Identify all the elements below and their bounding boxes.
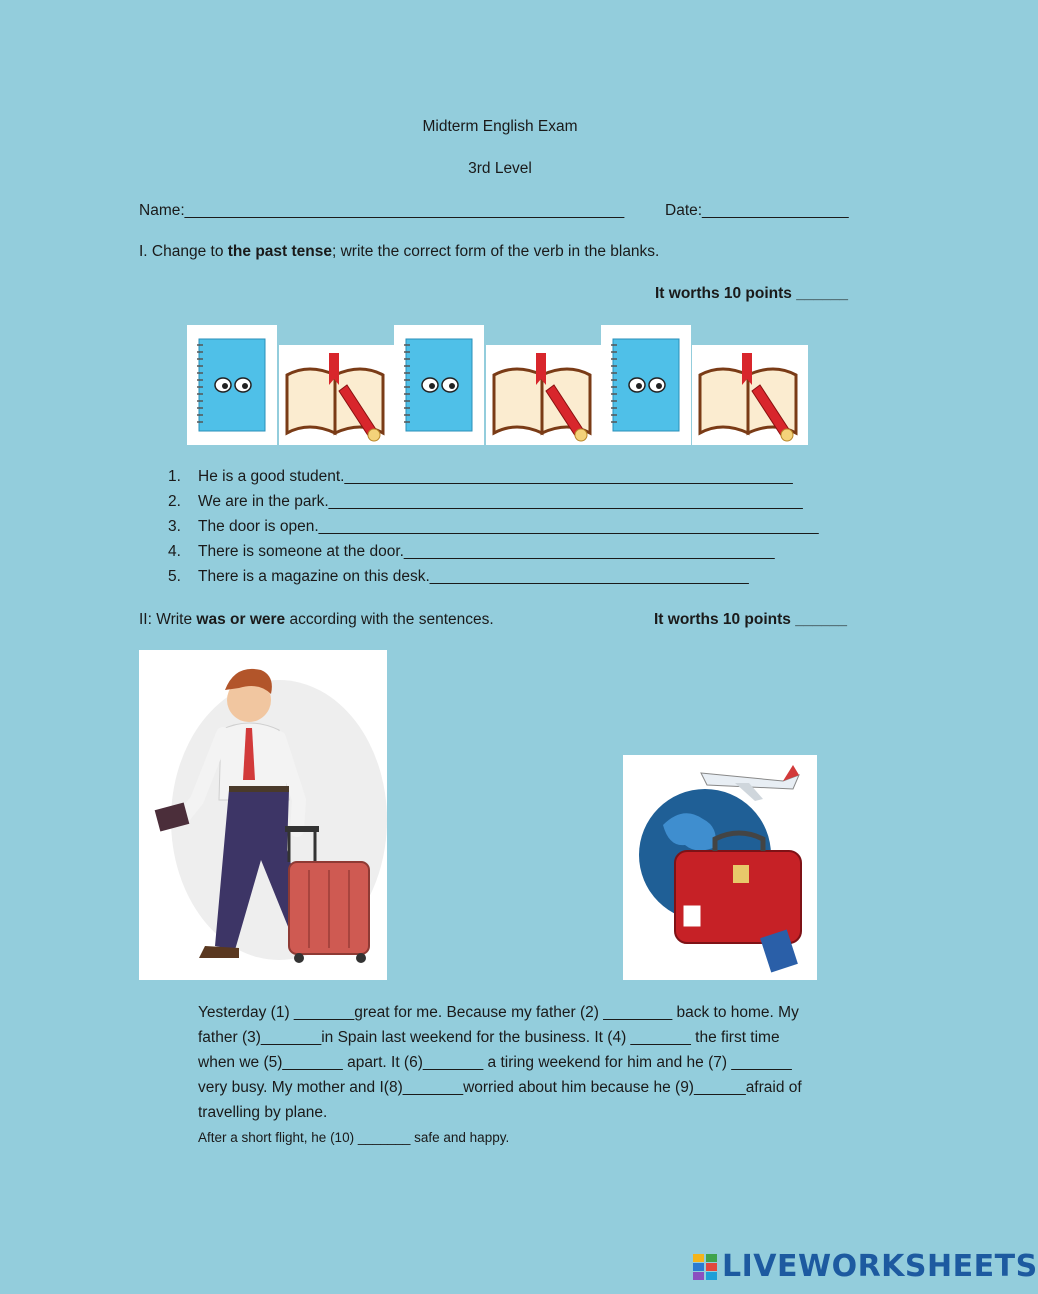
traveler-illustration: [139, 650, 387, 980]
notebook-icon: [601, 325, 691, 445]
date-field[interactable]: Date:_________________: [665, 202, 849, 219]
section1-instruction: I. Change to the past tense; write the correct form of the verb in the blanks.: [139, 243, 660, 260]
list-item[interactable]: 3. The door is open.__________________________________________________________: [168, 518, 819, 535]
globe-suitcase-illustration: [623, 755, 817, 980]
section2-instruction: II: Write was or were according with the sentences.: [139, 611, 494, 628]
book-pencil-icon: [486, 345, 602, 445]
cloze-paragraph[interactable]: [198, 1000, 878, 1150]
notebook-icon: [187, 325, 277, 445]
paragraph-line: father (3)_______in Spain last weekend for the business. It (4) _______ the first time: [198, 1029, 780, 1046]
liveworksheets-logo-icon: [693, 1254, 717, 1284]
exam-title: Midterm English Exam: [422, 118, 578, 135]
list-item[interactable]: 5. There is a magazine on this desk._____________________________________: [168, 568, 749, 585]
paragraph-line: Yesterday (1) _______great for me. Because my father (2) ________ back to home. My: [198, 1004, 799, 1021]
paragraph-line: travelling by plane.: [198, 1104, 328, 1121]
paragraph-last-line: After a short flight, he (10) _______ safe and happy.: [198, 1130, 510, 1145]
book-pencil-icon: [279, 345, 395, 445]
book-pencil-icon: [692, 345, 808, 445]
exam-level: 3rd Level: [468, 160, 532, 177]
section1-points: It worths 10 points ______: [655, 285, 848, 302]
paragraph-line: very busy. My mother and I(8)_______worried about him because he (9)______afraid of: [198, 1079, 802, 1096]
paragraph-line: when we (5)_______ apart. It (6)_______ a tiring weekend for him and he (7) _______: [198, 1054, 792, 1071]
section2-points: It worths 10 points ______: [654, 611, 847, 628]
name-field[interactable]: Name:___________________________________________________: [139, 202, 625, 219]
list-item[interactable]: 2. We are in the park._______________________________________________________: [168, 493, 803, 510]
notebook-book-strip: [187, 322, 807, 445]
section1-list: [168, 466, 819, 591]
liveworksheets-brand[interactable]: LIVEWORKSHEETS: [722, 1249, 1038, 1284]
list-item[interactable]: 1. He is a good student.____________________________________________________: [168, 468, 793, 485]
list-item[interactable]: 4. There is someone at the door.___________________________________________: [168, 543, 775, 560]
notebook-icon: [394, 325, 484, 445]
